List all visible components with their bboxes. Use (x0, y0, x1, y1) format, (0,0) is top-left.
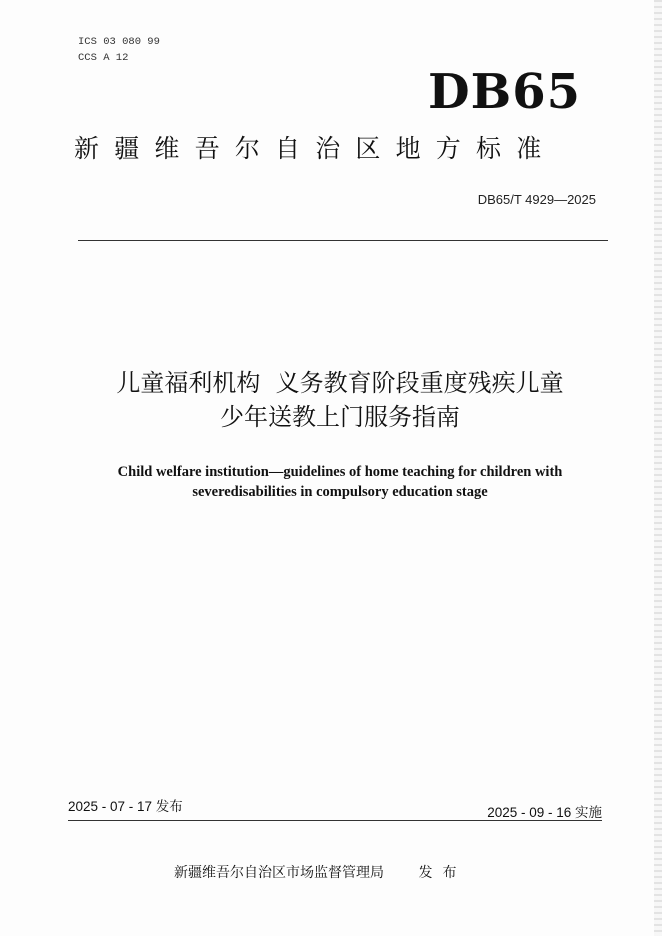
standard-code-logo: DB65 (428, 64, 581, 120)
chinese-title-line-2: 少年送教上门服务指南 (220, 403, 460, 431)
english-title-line-1: Child welfare institution—guidelines of home teaching for children with (117, 464, 563, 480)
chinese-title-line-1: 儿童福利机构 义务教育阶段重度残疾儿童 (116, 369, 564, 397)
scan-edge-artifact (654, 0, 662, 936)
english-title-line-2: severedisabilities in compulsory education stage (192, 484, 488, 500)
ccs-code: CCS A 12 (78, 52, 129, 64)
chinese-title (60, 366, 620, 434)
standard-number: DB65/T 4929—2025 (477, 192, 596, 207)
issue-date: 2025 - 07 - 17 发布 (68, 799, 183, 814)
english-title (70, 462, 610, 502)
top-divider (78, 240, 608, 241)
publish-label: 发布 (418, 865, 467, 881)
classification-codes (78, 34, 160, 66)
publisher-line (174, 862, 466, 882)
implementation-date: 2025 - 09 - 16 实施 (487, 805, 602, 820)
bottom-divider (68, 820, 602, 821)
publisher-organization: 新疆维吾尔自治区市场监督管理局 (174, 865, 384, 881)
ics-code: ICS 03 080 99 (78, 36, 160, 48)
standard-type-heading: 新疆维吾尔自治区地方标准 (74, 134, 557, 163)
